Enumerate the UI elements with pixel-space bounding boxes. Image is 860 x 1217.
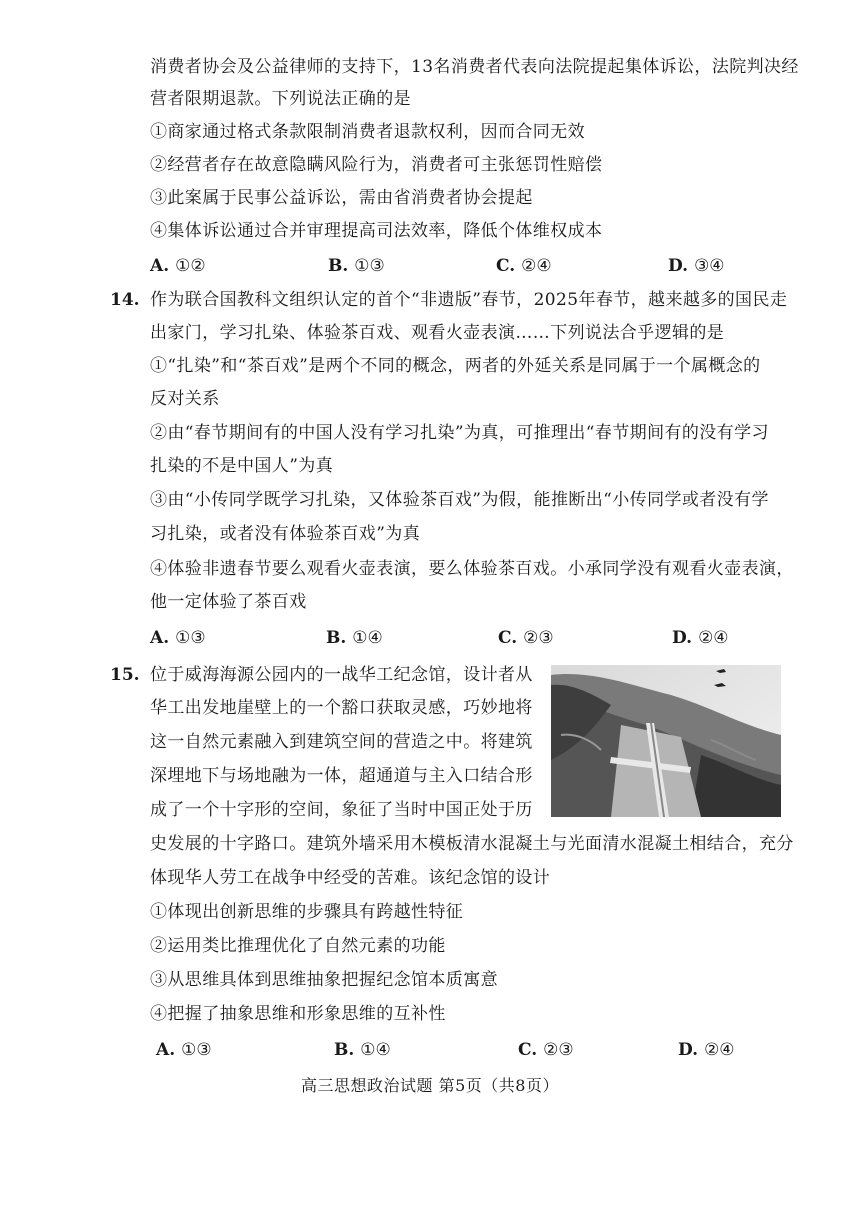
q14-statement-3b: 习扎染，或者没有体验茶百戏”为真 <box>150 524 421 544</box>
q15-option-b: B. ①④ <box>334 1040 391 1060</box>
q15-statement-3: ③从思维具体到思维抽象把握纪念馆本质寓意 <box>150 970 498 990</box>
q15-stem-line-4: 深埋地下与场地融为一体，超通道与主入口结合形 <box>150 766 533 786</box>
q13-option-d: D. ③④ <box>668 256 725 276</box>
q15-stem-line-6: 史发展的十字路口。建筑外墙采用木模板清水混凝土与光面清水混凝土相结合，充分 <box>150 834 794 854</box>
q13-options <box>150 254 790 278</box>
q14-statement-4b: 他一定体验了茶百戏 <box>150 592 307 612</box>
page-footer: 高三思想政治试题 第5页（共8页） <box>301 1076 559 1095</box>
q14-statement-2a: ②由“春节期间有的中国人没有学习扎染”为真，可推理出“春节期间有的没有学习 <box>150 423 769 443</box>
q15-statement-4: ④把握了抽象思维和形象思维的互补性 <box>150 1004 446 1024</box>
q13-stem-line-2: 营者限期退款。下列说法正确的是 <box>150 89 411 109</box>
q14-stem-line-2: 出家门，学习扎染、体验茶百戏、观看火壶表演……下列说法合乎逻辑的是 <box>150 323 725 343</box>
q13-option-c: C. ②④ <box>496 256 552 276</box>
q15-stem-line-1: 位于威海海源公园内的一战华工纪念馆，设计者从 <box>150 665 533 685</box>
q14-statement-1b: 反对关系 <box>150 389 220 409</box>
q13-stem-line-1: 消费者协会及公益律师的支持下，13名消费者代表向法院提起集体诉讼，法院判决经 <box>150 57 799 77</box>
q14-statement-1a: ①“扎染”和“茶百戏”是两个不同的概念，两者的外延关系是同属于一个属概念的 <box>150 356 761 376</box>
q15-options <box>150 1038 790 1062</box>
q15-option-a: A. ①③ <box>156 1040 212 1060</box>
q15-option-d: D. ②④ <box>678 1040 735 1060</box>
q15-option-c: C. ②③ <box>518 1040 574 1060</box>
q14-options <box>150 626 790 650</box>
q15-stem-line-5: 成了一个十字形的空间，象征了当时中国正处于历 <box>150 800 533 820</box>
q13-statement-4: ④集体诉讼通过合并审理提高司法效率，降低个体维权成本 <box>150 221 603 241</box>
q14-option-d: D. ②④ <box>672 628 729 648</box>
q13-statement-3: ③此案属于民事公益诉讼，需由省消费者协会提起 <box>150 188 533 208</box>
q13-statement-2: ②经营者存在故意隐瞒风险行为，消费者可主张惩罚性赔偿 <box>150 155 603 175</box>
q15-statement-1: ①体现出创新思维的步骤具有跨越性特征 <box>150 902 464 922</box>
q14-option-a: A. ①③ <box>150 628 206 648</box>
q14-number: 14. <box>110 290 140 310</box>
q15-statement-2: ②运用类比推理优化了自然元素的功能 <box>150 936 446 956</box>
q15-number: 15. <box>110 665 140 685</box>
q14-statement-4a: ④体验非遗春节要么观看火壶表演，要么体验茶百戏。小承同学没有观看火壶表演， <box>150 559 794 579</box>
q14-statement-2b: 扎染的不是中国人”为真 <box>150 456 334 476</box>
q15-stem-line-3: 这一自然元素融入到建筑空间的营造之中。将建筑 <box>150 732 533 752</box>
birds-mark-icon <box>712 665 772 695</box>
q13-statement-1: ①商家通过格式条款限制消费者退款权利，因而合同无效 <box>150 122 585 142</box>
q14-stem-line-1: 作为联合国教科文组织认定的首个“非遗版”春节，2025年春节，越来越多的国民走 <box>150 290 788 310</box>
q14-statement-3a: ③由“小传同学既学习扎染，又体验茶百戏”为假，能推断出“小传同学或者没有学 <box>150 490 769 510</box>
q15-stem-line-7: 体现华人劳工在战争中经受的苦难。该纪念馆的设计 <box>150 868 551 888</box>
q13-option-a: A. ①② <box>150 256 206 276</box>
q14-option-b: B. ①④ <box>326 628 383 648</box>
q15-stem-line-2: 华工出发地崖壁上的一个豁口获取灵感，巧妙地将 <box>150 698 533 718</box>
q13-option-b: B. ①③ <box>328 256 385 276</box>
q14-option-c: C. ②③ <box>498 628 554 648</box>
